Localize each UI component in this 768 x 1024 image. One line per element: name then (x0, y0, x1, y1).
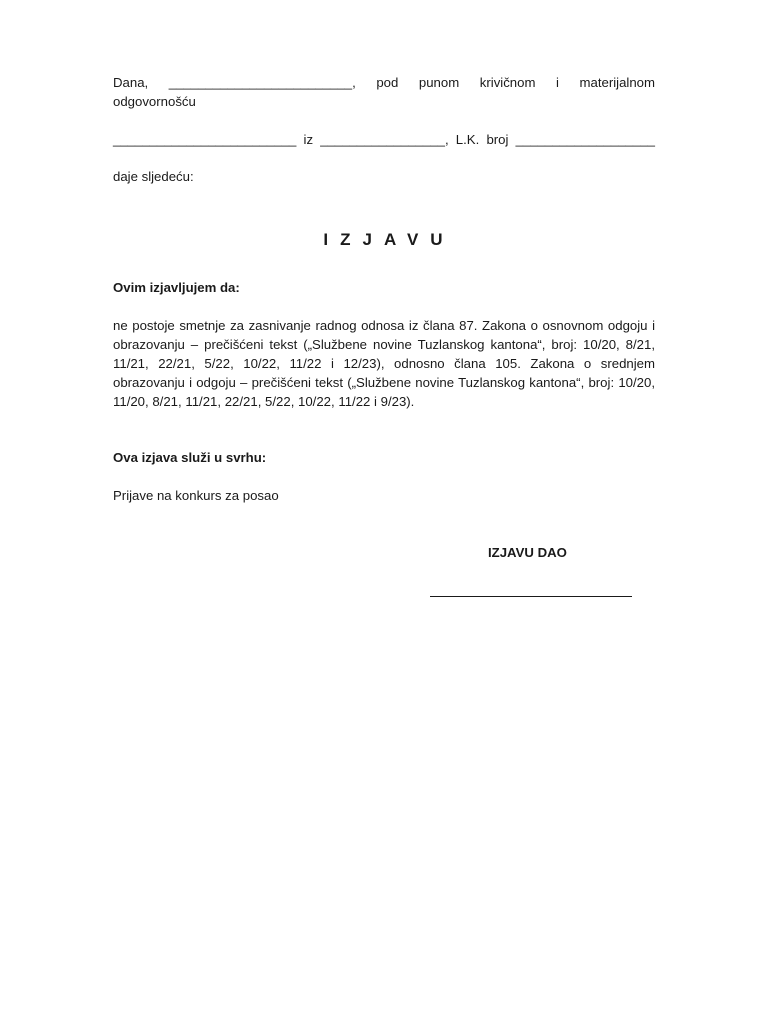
document-title: IZJAVU (323, 230, 455, 249)
header-line-identity: _________________________ iz _________________, L.K. broj ___________________ (113, 132, 655, 147)
signature-label: IZJAVU DAO (488, 545, 567, 560)
section2-heading: Ova izjava služi u svrhu: (113, 450, 267, 465)
header-line-date: Dana, _________________________, pod punom krivičnom i materijalnom (113, 75, 655, 90)
signature-line (430, 588, 632, 597)
section1-heading: Ovim izjavljujem da: (113, 280, 240, 295)
header-line-responsibility: odgovornošću (113, 94, 196, 109)
section2-body: Prijave na konkurs za posao (113, 488, 279, 503)
header-line-gives: daje sljedeću: (113, 169, 194, 184)
section1-body: ne postoje smetnje za zasnivanje radnog odnosa iz člana 87. Zakona o osnovnom odgoju i obrazovanju – prečišćeni tekst („Službene novine Tuzlanskog kantona“, broj: 10/20, 8/21, 11/21, 22/21, 5/22, 10/22, 11/22 i 12/23), odnosno člana 105. Zakona o srednjem obrazovanju i odgoju – prečišćeni tekst („Službene novine Tuzlanskog kantona“, broj: 10/20, 11/20, 8/21, 11/21, 22/21, 5/22, 10/22, 11/22 i 9/23). (113, 318, 655, 409)
